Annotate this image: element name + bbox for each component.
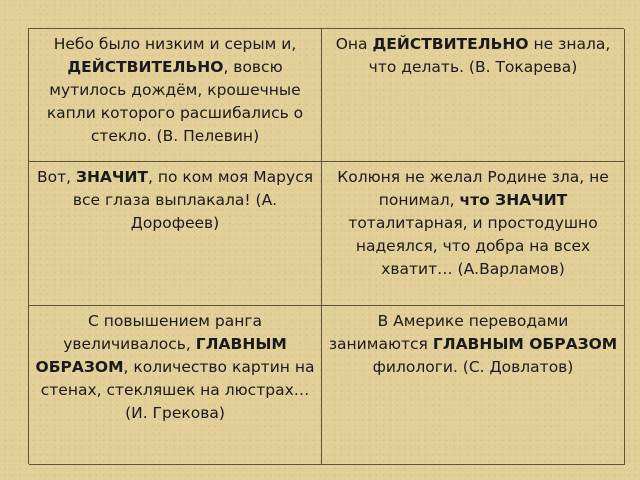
cell-text-after: филологи. (С. Довлатов) <box>372 358 574 376</box>
highlighted-word: ДЕЙСТВИТЕЛЬНО <box>372 35 529 53</box>
table-cell-r2-left <box>29 162 322 306</box>
examples-table <box>28 28 624 464</box>
table-cell-r2-right <box>322 162 625 306</box>
cell-text-after: , по ком моя Маруся все глаза выплакала! (А. Дорофеев) <box>72 168 314 232</box>
cell-text-after: , вовсю мутилось дождём, крошечные капли которого расшибались о стекло. (В. Пелевин) <box>46 58 304 145</box>
highlighted-word: ГЛАВНЫМ ОБРАЗОМ <box>35 335 287 376</box>
table-cell-r1-left <box>29 29 322 162</box>
cell-text-before: Она <box>335 35 373 53</box>
cell-text-before: С повышением ранга увеличивалось, <box>63 312 262 353</box>
cell-text-before: Колюня не желал Родине зла, не понимал, <box>337 168 609 209</box>
table-cell-r3-left <box>29 306 322 465</box>
cell-text-before: В Америке переводами занимаются <box>328 312 569 353</box>
cell-text-before: Небо было низким и серым и, <box>53 35 297 53</box>
table-cell-r3-right <box>322 306 625 465</box>
highlighted-word: что ЗНАЧИТ <box>459 191 568 209</box>
highlighted-word: ЗНАЧИТ <box>75 168 149 186</box>
cell-text-after: тоталитарная, и простодушно надеялся, что добра на всех хватит… (А.Варламов) <box>348 214 598 278</box>
cell-text-after: не знала, что делать. (В. Токарева) <box>368 35 611 76</box>
highlighted-word: ГЛАВНЫМ ОБРАЗОМ <box>432 335 618 353</box>
highlighted-word: ДЕЙСТВИТЕЛЬНО <box>67 58 224 76</box>
cell-text-before: Вот, <box>36 168 76 186</box>
cell-text-after: , количество картин на стенах, стекляшек на люстрах… (И. Грекова) <box>40 358 315 422</box>
table-cell-r1-right <box>322 29 625 162</box>
